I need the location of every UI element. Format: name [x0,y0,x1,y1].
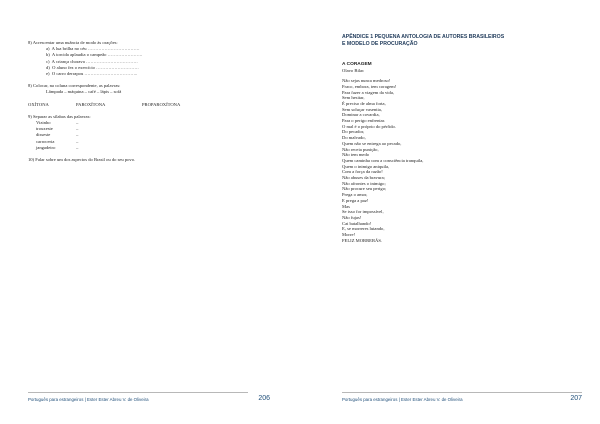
poem-line: Do pecador, [342,129,365,135]
poem-line: É preciso de alma forta, [342,100,386,106]
poem-line: Fraco, embora, tem coragem! [342,83,397,89]
exercise-8-item-d: d) O aluno fez o exercício ………………………. [46,64,139,70]
poem-line: Se isso for impossível, [342,209,384,215]
exercise-8-item-e: e) O carro derrapou …………………………….. [46,71,138,77]
column-oxitona: OXÍTONA [28,101,49,107]
poem-line: Cai batalhando! [342,220,372,226]
poem-line: Do malvado, [342,135,366,141]
exercise-10-prompt: 10) Falar sobre um dos aspectos do Brasil ou do seu povo. [28,157,136,163]
left-footer-text: Português para estrangeiros | Ester Ester Abreu V. de Oliveira [28,397,149,402]
poem-line: Para o perigo enfrentar. [342,118,386,124]
poem-line: Quem o inimigo aniquila, [342,163,390,169]
exercise-8-item-b: b) A torcida aplaudia o campeão ………………….. [46,52,143,58]
poem-line: O mal é o próprio do pérfido. [342,123,396,129]
poem-line: Não sejas nunca medroso! [342,78,391,84]
poem-line: E, se morreres lutando, [342,226,385,232]
right-page [300,0,600,424]
poem-line: Não afrontes o inimigo; [342,180,386,186]
syllable-word: disseste [36,132,51,138]
exercise-8b-prompt: 8) Colocar, na coluna correspondente, as palavras: [28,83,121,89]
syllable-word-row: trouxeste – [36,126,79,132]
poem-line: Sem soluçar vasentia, [342,106,382,112]
column-paroxitona: PAROXÍTONA [76,101,106,107]
left-page-number: 206 [258,395,270,402]
poem-line: Sem hesitar, [342,95,365,101]
poem-line: Não tem medo [342,152,370,158]
exercise-9-prompt: 9) Separar as sílabas das palavras: [28,113,91,119]
poem-line: FELIZ MORRERÁS. [342,237,383,243]
poem-line: Não receia punição, [342,146,379,152]
column-proparoxitona: PROPAROXÍTONA [142,101,181,107]
exercise-8-prompt: 8) Acrescentar uma nuância de modo às orações: [28,40,118,45]
right-page-number: 207 [570,395,582,402]
left-footer [28,392,270,407]
poem-line: Quem caminha com a consciência tranquila, [342,157,424,163]
syllable-word: carroceria [36,138,55,144]
poem-line: Para fazer a viagem da vida, [342,89,395,95]
syllable-word: jangadeiro [36,144,56,150]
poem-body [342,78,582,243]
exercise-8-item-a: a) A lua brilha no céu ……………………………. [46,46,140,52]
poem-line: Com a força da razão! [342,169,383,175]
right-footer [342,392,582,407]
syllable-word-row: Vizinho – [36,120,79,126]
poem-line: E prega a paz! [342,197,369,203]
syllable-word-row: carroceria – [36,138,79,144]
poem-line: Não procure seu perigo; [342,186,387,192]
poem-line: Não fujas! [342,214,362,220]
poem-line: Morre! [342,232,356,238]
exercise-8b-words: Lâmpada – máquina – café – lápis – sofá [46,89,122,95]
right-footer-text: Português para estrangeiros | Ester Ester Abreu V. de Oliveira [342,397,463,402]
syllable-word-row: disseste – [36,132,79,138]
exercise-8-item-c: c) A criança chorava ……………………………. [46,58,138,64]
poem-line: Mas [342,203,350,209]
appendix-title-line2: E MODELO DE PROCURAÇÃO [342,41,418,47]
syllable-word: trouxeste [36,126,53,132]
syllable-word: Vizinho [36,120,51,126]
poem-line: Não abuses da bravura; [342,175,385,181]
poem-title: A CORAGEM [342,62,372,67]
appendix-title-line1: APÊNDICE 1 PEQUENA ANTOLOGIA DE AUTORES BRASILEIROS [342,34,505,40]
poem-author: Olavo Bilac [342,68,365,74]
poem-line: Dominar a covardia, [342,112,380,118]
poem-line: Quem não se entrega ao pecado, [342,140,402,146]
poem-line: Prega o amor, [342,192,368,198]
syllable-word-row: jangadeiro – [36,144,79,150]
